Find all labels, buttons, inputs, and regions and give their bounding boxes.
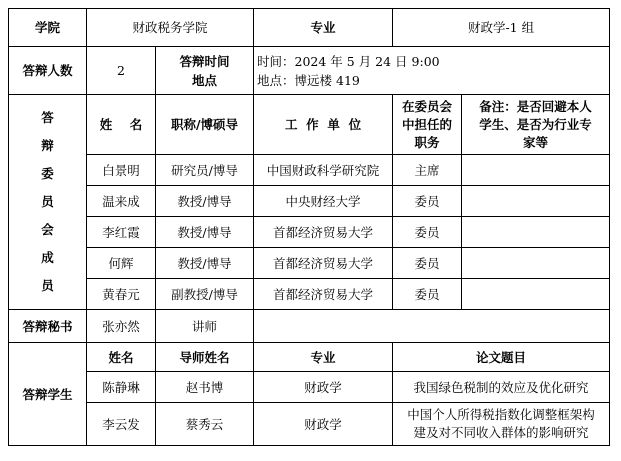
defense-info-row — [9, 47, 610, 95]
students-header-row — [9, 343, 610, 372]
member-title: 研究员/博导 — [156, 155, 254, 186]
secretary-title: 讲师 — [156, 310, 254, 343]
col-header-role-line: 职务 — [414, 134, 440, 150]
member-role: 委员 — [393, 248, 462, 279]
col-header-title: 职称/博硕导 — [156, 95, 254, 155]
col-header-note-line: 备注：是否回避本人 — [479, 98, 592, 114]
member-title: 副教授/博导 — [156, 279, 254, 310]
committee-member-row — [9, 217, 610, 248]
col-header-note — [462, 95, 610, 155]
member-title: 教授/博导 — [156, 186, 254, 217]
member-name: 温来成 — [87, 186, 156, 217]
student-thesis-line: 建及对不同收入群体的影响研究 — [413, 425, 589, 440]
student-row — [9, 403, 610, 446]
member-name: 黄春元 — [87, 279, 156, 310]
member-note — [462, 279, 610, 310]
committee-side-label — [9, 95, 87, 310]
member-unit: 中央财经大学 — [254, 186, 393, 217]
college-label: 学院 — [9, 9, 87, 47]
member-role: 委员 — [393, 186, 462, 217]
student-thesis: 我国绿色税制的效应及优化研究 — [393, 372, 610, 403]
committee-member-row — [9, 186, 610, 217]
committee-char: 员 — [41, 278, 54, 293]
secretary-label: 答辩秘书 — [9, 310, 87, 343]
secretary-empty — [254, 310, 610, 343]
col-header-name: 姓 名 — [87, 95, 156, 155]
student-advisor: 赵书博 — [156, 372, 254, 403]
member-note — [462, 155, 610, 186]
secretary-row — [9, 310, 610, 343]
major-value: 财政学-1 组 — [393, 9, 610, 47]
member-title: 教授/博导 — [156, 248, 254, 279]
time-text: 时间：2024 年 5 月 24 日 9:00 — [257, 53, 440, 69]
col-header-role-line: 在委员会 — [402, 98, 453, 114]
time-place-value — [254, 47, 610, 95]
committee-char: 成 — [41, 250, 54, 265]
defense-table — [8, 8, 610, 446]
committee-header-row — [9, 95, 610, 155]
committee-member-row — [9, 248, 610, 279]
col-header-unit: 工 作 单 位 — [254, 95, 393, 155]
student-thesis — [393, 403, 610, 446]
place-text: 地点：博远楼 419 — [257, 72, 360, 88]
member-unit: 首都经济贸易大学 — [254, 248, 393, 279]
header-row — [9, 9, 610, 47]
committee-member-row — [9, 155, 610, 186]
time-place-label-line-1: 答辩时间 — [179, 53, 230, 69]
committee-char: 答 — [41, 110, 54, 125]
student-advisor: 蔡秀云 — [156, 403, 254, 446]
time-place-label — [156, 47, 254, 95]
member-note — [462, 186, 610, 217]
major-label: 专业 — [254, 9, 393, 47]
member-note — [462, 248, 610, 279]
student-col-name: 姓名 — [87, 343, 156, 372]
student-col-thesis: 论文题目 — [393, 343, 610, 372]
member-title: 教授/博导 — [156, 217, 254, 248]
col-header-note-line: 家等 — [523, 134, 549, 150]
students-label: 答辩学生 — [9, 343, 87, 446]
member-name: 何辉 — [87, 248, 156, 279]
member-role: 委员 — [393, 217, 462, 248]
member-note — [462, 217, 610, 248]
defense-count-value: 2 — [87, 47, 156, 95]
member-unit: 中国财政科学研究院 — [254, 155, 393, 186]
student-thesis-line: 中国个人所得税指数化调整框架构 — [407, 407, 595, 422]
time-place-label-line-2: 地点 — [192, 72, 218, 88]
member-name: 李红霞 — [87, 217, 156, 248]
committee-char: 会 — [41, 222, 54, 237]
member-role: 主席 — [393, 155, 462, 186]
defense-count-label: 答辩人数 — [9, 47, 87, 95]
col-header-note-line: 学生、是否为行业专 — [479, 116, 592, 132]
committee-member-row — [9, 279, 610, 310]
student-name: 陈静琳 — [87, 372, 156, 403]
member-unit: 首都经济贸易大学 — [254, 279, 393, 310]
committee-char: 员 — [41, 194, 54, 209]
student-col-advisor: 导师姓名 — [156, 343, 254, 372]
member-unit: 首都经济贸易大学 — [254, 217, 393, 248]
student-major: 财政学 — [254, 403, 393, 446]
committee-char: 委 — [41, 166, 54, 181]
committee-char: 辩 — [41, 138, 54, 153]
student-col-major: 专业 — [254, 343, 393, 372]
col-header-role — [393, 95, 462, 155]
student-row — [9, 372, 610, 403]
secretary-name: 张亦然 — [87, 310, 156, 343]
member-name: 白景明 — [87, 155, 156, 186]
col-header-role-line: 中担任的 — [402, 116, 453, 132]
student-major: 财政学 — [254, 372, 393, 403]
college-value: 财政税务学院 — [87, 9, 254, 47]
member-role: 委员 — [393, 279, 462, 310]
student-name: 李云发 — [87, 403, 156, 446]
